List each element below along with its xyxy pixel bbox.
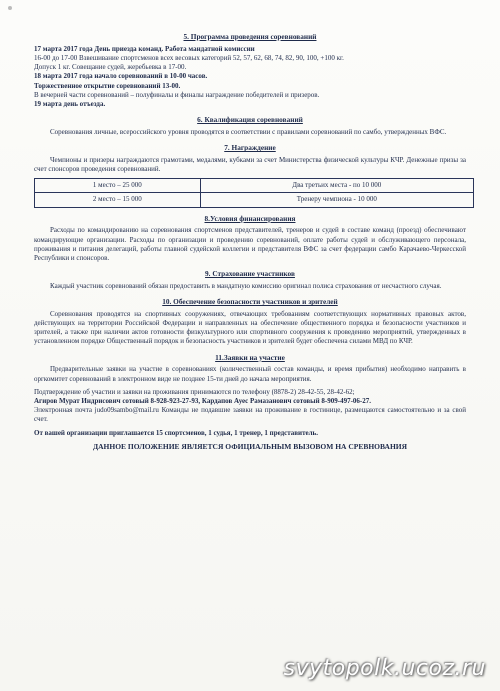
program-line-1: 17 марта 2017 года День приезда команд. Работа мандатной комиссии xyxy=(34,44,255,53)
program-line-5: Торжественное открытие соревнований 13-00. xyxy=(34,81,181,90)
awards-text: Чемпионы и призеры награждаются грамотами, медалями, кубками за счет Министерства физической культуры КЧР. Денежные призы за счет спонсоров проведения соревнований. xyxy=(34,155,466,173)
prize-cell: 1 место – 25 000 xyxy=(35,179,201,193)
program-line-7: 19 марта день отъезда. xyxy=(34,100,106,109)
program-line-2: 16-00 до 17-00 Взвешивание спортсменов всех весовых категорий 52, 57, 62, 68, 74, 82, 90, 100, +100 кг. xyxy=(34,53,344,62)
finance-text: Расходы по командированию на соревнования спортсменов представителей, тренеров и судей в составе команд (проезд) обеспечивают командирующие организации. Расходы по организации и проведению соревнований, оплате работы судей и обслуживающего персонала, проживания и питания делегаций, работы главной судейской коллегии и представителя ВФС за счет федерации самбо Карачаево-Черкесской Республики и спонсоров. xyxy=(34,226,466,263)
prize-table xyxy=(34,178,474,207)
section-awards-title: 7. Награждение xyxy=(224,143,276,153)
program-line-3: Допуск 1 кг. Совещание судей, жеребьевка в 17-00. xyxy=(34,63,187,72)
program-line-4: 18 марта 2017 года начало соревнований в 10-00 часов. xyxy=(34,72,208,81)
program-line-6: В вечерней части соревнований – полуфиналы и финалы награждение победителей и призеров. xyxy=(34,90,320,99)
applications-phone: Подтверждение об участии и заявки на проживания принимаются по телефону (8878-2) 28-42-55, 28-42-62; xyxy=(34,387,355,396)
site-watermark: svytopolk.ucoz.ru xyxy=(283,655,486,681)
qualification-text: Соревнования личные, всероссийского уровня проводятся в соответствии с правилами соревнований по самбо, утвержденных ВФС. xyxy=(50,127,447,136)
section-qualification-title: 6. Квалификация соревнований xyxy=(197,115,303,125)
section-safety-title: 10. Обеспечение безопасности участников и зрителей xyxy=(162,297,338,307)
section-finance-title: 8.Условия финансирования xyxy=(204,213,296,223)
safety-text: Соревнования проводятся на спортивных сооружениях, отвечающих требованиям соответствующих нормативных правовых актов, действующих на территории Российской Федерации и направленных на обеспечение общественного порядка и безопасности участников и зрителей, а также при наличии актов готовности физкультурного или спортивного сооружения к проведению мероприятий, утвержденных в установленном порядке Общественный порядок и безопасность участников и зрителей будет обеспечена силами МВД по КЧР. xyxy=(34,309,466,346)
applications-text: Предварительные заявки на участие в соревнованиях (количественный состав команды, и время прибытия) необходимо направить в оргкомитет соревнований в электронном виде не позднее 15-ти дней до начала мероприятия. xyxy=(34,365,466,383)
applications-email: Электронная почта judo09sambo@mail.ru Команды не подавшие заявки на проживание в гостинице, размещаются самостоятельно и за свой счет. xyxy=(34,406,466,424)
prize-cell: 2 место – 15 000 xyxy=(35,193,201,207)
section-applications-title: 11.Заявки на участие xyxy=(215,352,285,362)
applications-contacts: Агиров Мурат Индрисович сотовый 8-928-923-27-93, Кардапов Ауес Рамазанович сотовый 8-909-497-06-27. xyxy=(34,397,371,405)
prize-cell: Тренеру чемпиона - 10 000 xyxy=(200,193,473,207)
official-call-notice: ДАННОЕ ПОЛОЖЕНИЕ ЯВЛЯЕТСЯ ОФИЦИАЛЬНЫМ ВЫЗОВОМ НА СРЕВНОВАНИЯ xyxy=(92,441,408,451)
prize-row xyxy=(35,179,474,193)
scan-speck xyxy=(8,6,12,10)
section-program-title: 5. Программа проведения соревнований xyxy=(183,32,317,41)
insurance-text: Каждый участник соревнований обязан предоставить в мандатную комиссию оригинал полиса страхования от несчастного случая. xyxy=(50,281,442,290)
section-insurance-title: 9. Страхование участников xyxy=(205,269,295,279)
prize-cell: Два третьих места - по 10 000 xyxy=(200,179,473,193)
prize-row xyxy=(35,193,474,207)
applications-invite: От вашей организации приглашается 15 спортсменов, 1 судья, 1 тренер, 1 представитель. xyxy=(34,428,319,437)
